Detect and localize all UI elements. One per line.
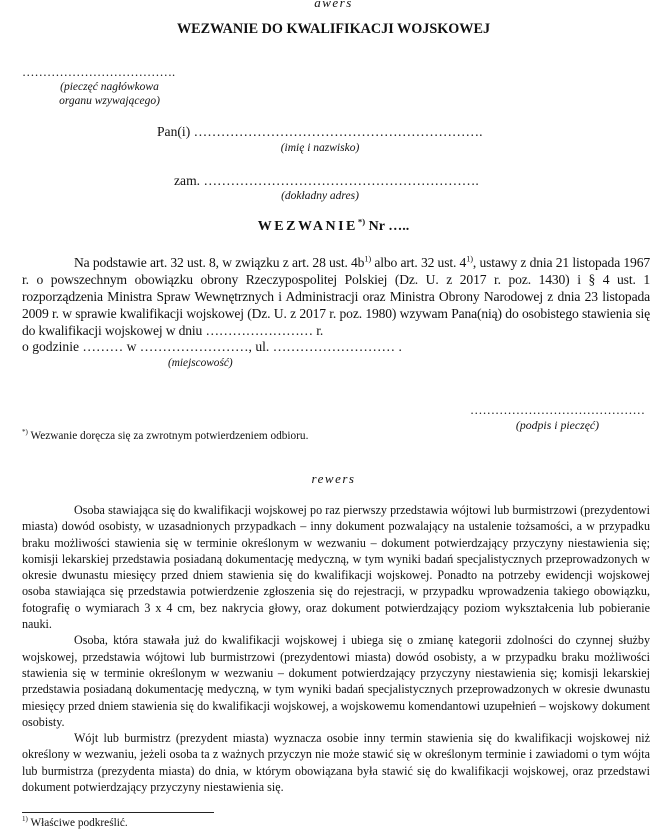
- footnote-ref-2: 1): [466, 253, 473, 264]
- rewers-paragraph-3: Wójt lub burmistrz (prezydent miasta) wyznacza osobie inny termin stawienia się do kwalifikacji wojskowej niż określony w wezwaniu, jeżeli osoba ta z ważnych przyczyn nie może stawić się w określonym terminie i zawiadomi o tym wójta lub burmistrza (prezydenta miasta) do dnia, w którym obowiązana była stawić się do kwalifikacji wojskowej, oraz przedstawi dokument potwierdzający przyczyny niestawienia się.: [22, 731, 650, 795]
- summons-mark: *): [357, 216, 366, 227]
- footnote-ref-1: 1): [364, 253, 372, 264]
- address-caption: (dokładny adres): [281, 190, 359, 202]
- address-dots: …………………………………………………….: [203, 173, 479, 188]
- time-place-line: o godzinie ……… w ……………………, ul. ……………………… .: [22, 339, 402, 354]
- name-caption: (imię i nazwisko): [280, 142, 360, 154]
- body-part2: albo art. 32 ust. 4: [371, 255, 467, 270]
- addressee-name-line: [157, 124, 483, 140]
- signature-caption: (podpis i pieczęć): [515, 418, 600, 432]
- footnote-1-mark: 1): [22, 815, 28, 824]
- summons-word: WEZWANIE: [257, 219, 358, 234]
- address-label: zam.: [174, 173, 204, 188]
- footnote-star-mark: *): [22, 428, 28, 437]
- stamp-caption-line1: (pieczęć nagłówkowa: [60, 81, 159, 93]
- rewers-text: [22, 502, 650, 795]
- name-dots: ……………………………………………………….: [193, 124, 483, 139]
- footnote-1: [22, 817, 128, 829]
- body-part3: , ustawy z dnia 21 listopada 1967 r. o powszechnym obowiązku obrony Rzeczypospolitej Polskiej (Dz. U. z 2017 r. poz. 1430) i § 4 ust. 1 rozporządzenia Ministra Spraw Wewnętrznych i Administracji oraz Ministra Obrony Narodowej z dnia 23 listopada 2009 r. w sprawie kwalifikacji wojskowej (Dz. U. z 2017 r. poz. 1980) wzywam Pana(nią) do osobistego stawienia się do kwalifikacji wojskowej w dniu …………………… r.: [22, 255, 650, 338]
- summons-body: [22, 254, 650, 339]
- footnote-star-text: Wezwanie doręcza się za zwrotnym potwierdzeniem odbioru.: [27, 430, 309, 442]
- summons-heading: [0, 216, 667, 235]
- rewers-paragraph-2: Osoba, która stawała już do kwalifikacji wojskowej i ubiega się o zmianę kategorii zdolności do czynnej służby wojskowej, przedstawia wójtowi lub burmistrzowi (prezydentowi miasta) dowód osobisty, a w przypadku braku możliwości stawienia się w terminie określonym w wezwaniu – dokument potwierdzający przyczyny niestawienia się; komisji lekarskiej przedstawia posiadaną dokumentację medyczną, w tym wyniki badań specjalistycznych przeprowadzonych w okresie dwunastu miesięcy przed dniem stawienia się do kwalifikacji wojskowej, a wojskowemu komendantowi uzupełnień – wojskowy dokument osobisty.: [22, 633, 650, 729]
- stamp-dots: ……………………………….: [22, 65, 176, 79]
- rewers-paragraph-1: Osoba stawiająca się do kwalifikacji wojskowej po raz pierwszy przedstawia wójtowi lub burmistrzowi (prezydentowi miasta) dowód osobisty, w uzasadnionych przypadkach – inny dokument pozwalający na ustalenie tożsamości, a w przypadku braku możliwości stawienia się w terminie określonym w wezwaniu – dokument potwierdzający przyczyny niestawienia się; komisji lekarskiej przedstawia posiadaną dokumentację medyczną, w tym wyniki badań specjalistycznych przeprowadzonych w okresie dwunastu miesięcy przed dniem stawienia się do kwalifikacji wojskowej. Ponadto na potrzeby ewidencji wojskowej osoba stawiająca się przedstawia potwierdzenie zgłoszenia się do rejestracji, w przypadku wprowadzenia takiego obowiązku, fotografię o wymiarach 3 x 4 cm, bez nakrycia głowy, oraz dokument potwierdzający poziom wykształcenia lub pobieranie nauki.: [22, 503, 650, 632]
- body-part1: Na podstawie art. 32 ust. 8, w związku z art. 28 ust. 4b: [74, 255, 365, 270]
- name-label: Pan(i): [157, 124, 194, 139]
- footnote-star: [22, 430, 308, 442]
- footnote-separator: [22, 812, 214, 813]
- awers-label: awers: [314, 0, 353, 10]
- addressee-address-line: [174, 173, 479, 189]
- footnote-1-text: Właściwe podkreślić.: [27, 817, 128, 829]
- signature-dots: ……………………………………: [470, 403, 645, 417]
- summons-number: Nr …..: [365, 219, 410, 234]
- stamp-caption-line2: organu wzywającego): [59, 95, 160, 107]
- document-title: WEZWANIE DO KWALIFIKACJI WOJSKOWEJ: [176, 21, 491, 37]
- rewers-label: rewers: [311, 471, 356, 486]
- place-caption: (miejscowość): [168, 357, 233, 369]
